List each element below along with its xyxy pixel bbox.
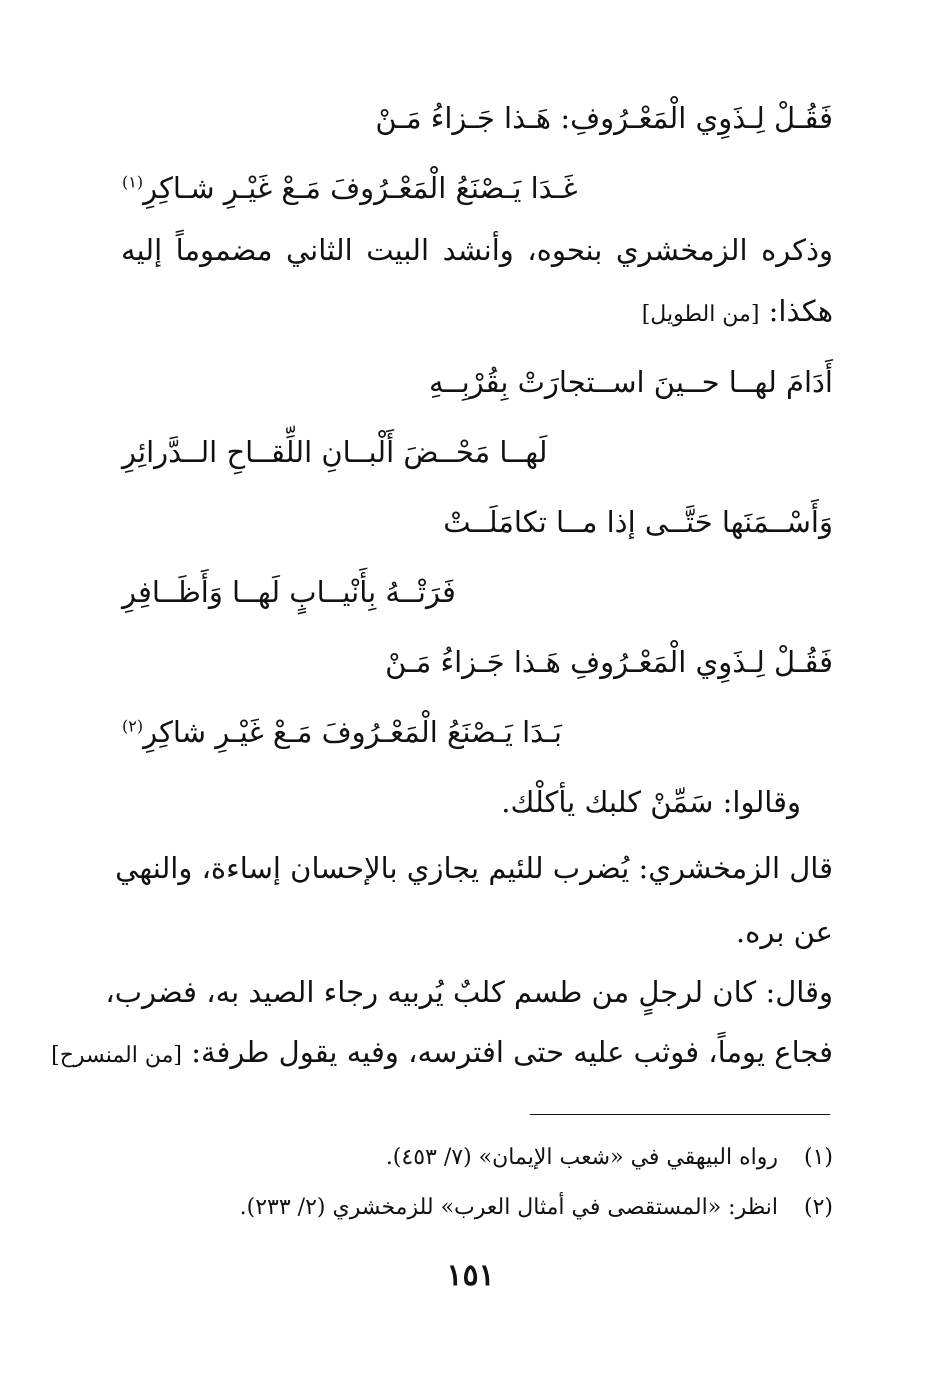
meter-label: [من الطويل]: [641, 302, 760, 327]
footnote-1: [386, 1142, 833, 1174]
paragraph-text: فجاع يوماً، فوثب عليه حتى افترسه، وفيه يقول طرفة:: [191, 1035, 833, 1069]
paragraph-line: [51, 1032, 833, 1076]
footnote-text: رواه البيهقي في «شعب الإيمان» (٧/ ٤٥٣).: [385, 1145, 778, 1170]
footnote-number: (١): [803, 1145, 833, 1170]
footnote-marker-1[interactable]: (١): [122, 172, 144, 192]
meter-label: [من المنسرح]: [51, 1043, 182, 1068]
footnote-marker-2[interactable]: (٢): [122, 716, 144, 736]
paragraph-line: عن بره.: [735, 915, 833, 949]
verse-text: بَـدَا يَـصْنَعُ الْمَعْـرُوفَ مَـعْ غَيْـرِ شاكِرِ: [143, 715, 562, 749]
footnote-text: انظر: «المستقصى في أمثال العرب» للزمخشري (٢/ ٢٣٣).: [239, 1195, 778, 1220]
footnote-divider: [530, 1114, 830, 1115]
paragraph-line: وقالوا: سَمِّنْ كلبك يأكلْك.: [501, 785, 801, 819]
paragraph-line: [642, 291, 833, 335]
verse-line-2b: لَهــا مَحْــضَ أَلْبــانِ اللِّقــاحِ الــدَّرائِرِ: [122, 435, 548, 469]
paragraph-line: قال الزمخشري: يُضرب للئيم يجازي بالإحسان إساءة، والنهي: [115, 851, 833, 885]
paragraph-line: وذكره الزمخشري بنحوه، وأنشد البيت الثاني مضموماً إليه: [121, 233, 833, 267]
verse-line-3b: فَرَتْــهُ بِأَنْيــابٍ لَهــا وَأَظَــافِرِ: [122, 575, 456, 609]
verse-line-1b: [122, 168, 578, 208]
verse-line-3a: وَأَسْــمَنَها حَتَّــى إذا مــا تكامَلَــتْ: [443, 505, 833, 539]
paragraph-line: وقال: كان لرجلٍ من طسم كلبٌ يُربيه رجاء الصيد به، فضرب،: [105, 975, 833, 1009]
page-number: ١٥١: [446, 1258, 495, 1293]
verse-line-1a: فَقُـلْ لِـذَوِي الْمَعْـرُوفِ: هَـذا جَـزاءُ مَـنْ: [375, 101, 833, 135]
verse-line-4a: فَقُـلْ لِـذَوِي الْمَعْـرُوفِ هَـذا جَـزاءُ مَـنْ: [385, 645, 833, 679]
paragraph-text: هكذا:: [768, 294, 833, 328]
footnote-2: [240, 1192, 833, 1224]
verse-text: غَـدَا يَـصْنَعُ الْمَعْـرُوفَ مَـعْ غَيْـرِ شـاكِرِ: [143, 171, 578, 205]
footnote-number: (٢): [803, 1195, 833, 1220]
verse-line-4b: [122, 712, 562, 752]
verse-line-2a: أَدَامَ لهــا حــينَ اســتجارَتْ بِقُرْبِــهِ: [429, 365, 833, 399]
